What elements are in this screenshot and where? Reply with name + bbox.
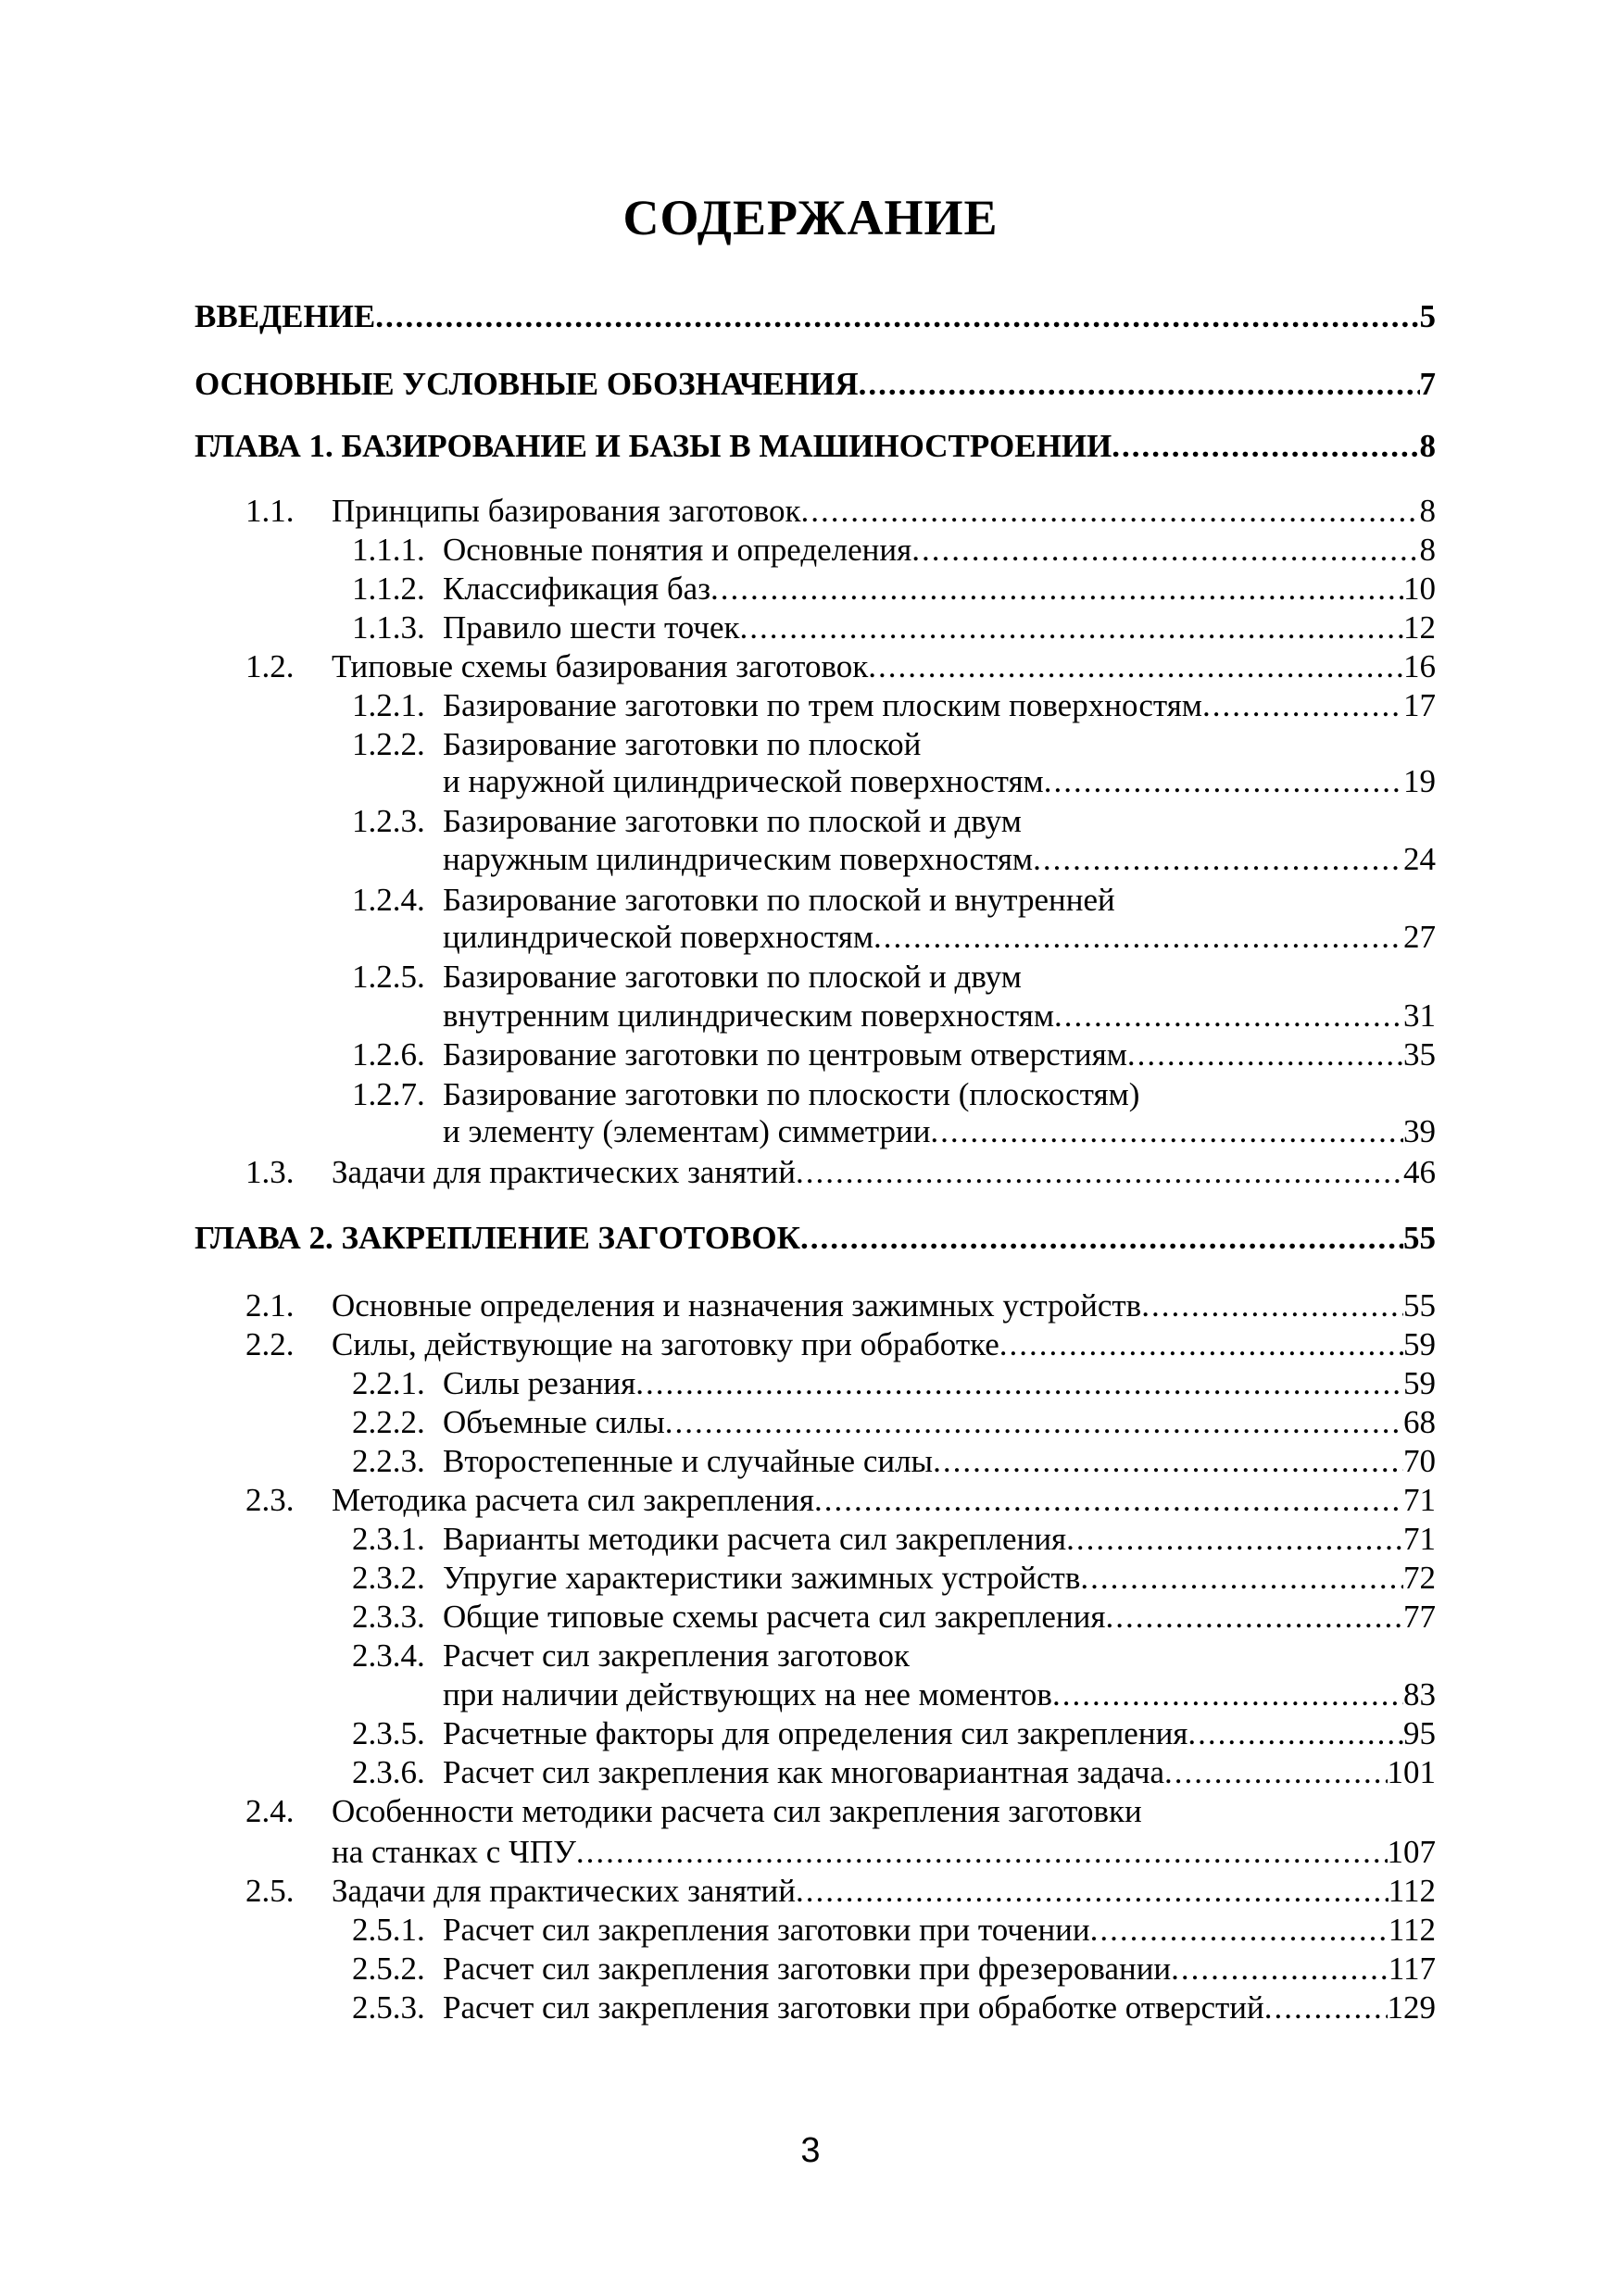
toc-page-number: 95 [1403,1715,1436,1751]
toc-entry-title: Базирование заготовки по плоскости (плоскостям) [443,1076,1140,1112]
toc-entry-title: ГЛАВА 2. ЗАКРЕПЛЕНИЕ ЗАГОТОВОК [195,1220,800,1256]
toc-entry-number: 2.5. [245,1873,295,1909]
toc-page-number: 8 [1419,493,1436,529]
toc-leader-dots [1090,1910,1389,1951]
toc-entry-title: Упругие характеристики зажимных устройств [443,1560,1081,1596]
toc-entry-title: Правило шести точек [443,609,740,646]
toc-leader-dots [1202,685,1403,726]
toc-page-number: 70 [1403,1443,1436,1479]
toc-page-number: 16 [1403,648,1436,684]
toc-entry [245,1286,1436,1326]
toc-entry-title: Основные определения и назначения зажимных устройств [332,1287,1142,1324]
toc-entry-number: 1.2.4. [352,882,425,918]
toc-page-number: 59 [1403,1326,1436,1362]
toc-entry-number: 2.5.3. [352,1989,425,2026]
toc-entry-title: ГЛАВА 1. БАЗИРОВАНИЕ И БАЗЫ В МАШИНОСТРОЕНИИ [195,428,1112,464]
toc-page-number: 112 [1388,1912,1436,1948]
toc-page-number: 35 [1403,1036,1436,1073]
toc-entry-number: 1.1. [245,493,295,529]
toc-entry [352,1074,1436,1115]
toc-leader-dots [1164,1752,1387,1793]
toc-leader-dots [1264,1988,1388,2028]
toc-entry [443,996,1436,1036]
toc-entry [352,1597,1436,1637]
toc-entry [352,685,1436,726]
toc-entry-number: 2.2.3. [352,1443,425,1479]
toc-entry-title: Объемные силы [443,1404,665,1440]
toc-entry-number: 2.3.3. [352,1599,425,1635]
toc-entry-title: при наличии действующих на нее моментов [443,1676,1052,1713]
toc-entry-title: Особенности методики расчета сил закрепления заготовки [332,1793,1142,1829]
toc-page-number: 39 [1403,1113,1436,1149]
toc-entry-title: наружным цилиндрическим поверхностям [443,841,1034,877]
toc-entry-number: 2.3.5. [352,1715,425,1751]
toc-entry [352,724,1436,765]
toc-entry [352,569,1436,609]
toc-entry-title: Базирование заготовки по плоской и двум [443,959,1022,995]
toc-entry-number: 1.2.3. [352,803,425,839]
toc-entry [352,1441,1436,1482]
toc-entry-title: на станках с ЧПУ [332,1834,576,1870]
toc-page-number: 71 [1403,1482,1436,1518]
toc-entry-number: 2.3.4. [352,1637,425,1674]
toc-entry-title: Задачи для практических занятий [332,1873,797,1909]
toc-entry-number: 1.2. [245,648,295,684]
toc-entry [443,1111,1436,1152]
toc-entry [352,1988,1436,2028]
toc-chapter-entry [195,296,1436,337]
toc-entry-number: 2.2.1. [352,1365,425,1401]
toc-page-number: 55 [1403,1220,1436,1256]
toc-entry [443,761,1436,802]
toc-entry-title: внутренним цилиндрическим поверхностям [443,997,1055,1034]
toc-page-number: 12 [1403,609,1436,646]
toc-entry [245,491,1436,532]
toc-page-number: 117 [1388,1951,1436,1987]
toc-chapter-entry [195,1218,1436,1259]
toc-entry-number: 1.2.6. [352,1036,425,1073]
toc-entry-title: Расчет сил закрепления заготовки при точении [443,1912,1090,1948]
toc-leader-dots [635,1363,1403,1404]
toc-entry-title: Классификация баз [443,571,711,607]
toc-page-number: 10 [1403,571,1436,607]
toc-leader-dots [1044,761,1403,802]
toc-leader-dots [796,1152,1403,1193]
toc-leader-dots [665,1402,1403,1443]
toc-entry-title: Базирование заготовки по плоской [443,726,922,762]
toc-leader-dots [710,569,1403,609]
toc-leader-dots [930,1111,1403,1152]
toc-entry-title: Общие типовые схемы расчета сил закрепления [443,1599,1106,1635]
toc-page-number: 55 [1403,1287,1436,1324]
toc-leader-dots [375,296,1419,337]
toc-page-number: 68 [1403,1404,1436,1440]
toc-entry-title: Принципы базирования заготовок [332,493,801,529]
toc-leader-dots [740,608,1403,648]
toc-entry-title: Расчет сил закрепления как многовариантная задача [443,1754,1165,1790]
toc-leader-dots [814,1480,1403,1521]
toc-entry-number: 2.3.2. [352,1560,425,1596]
toc-entry-title: Расчетные факторы для определения сил закрепления [443,1715,1188,1751]
toc-entry [245,646,1436,687]
toc-entry [443,839,1436,880]
toc-page-number: 129 [1387,1989,1436,2026]
toc-entry-title: ВВЕДЕНИЕ [195,298,376,334]
toc-entry [352,1752,1436,1793]
toc-leader-dots [1080,1558,1403,1599]
toc-entry-title: Базирование заготовки по плоской и двум [443,803,1022,839]
toc-leader-dots [868,646,1403,687]
toc-entry [352,1363,1436,1404]
toc-entry [352,1713,1436,1754]
toc-entry-number: 2.5.2. [352,1951,425,1987]
toc-entry-number: 1.1.1. [352,532,425,568]
toc-leader-dots [1187,1713,1403,1754]
toc-entry-title: Базирование заготовки по плоской и внутренней [443,882,1115,918]
toc-page-number: 107 [1387,1834,1436,1870]
toc-entry-number: 1.2.5. [352,959,425,995]
toc-entry [352,1519,1436,1560]
toc-leader-dots [911,530,1419,571]
toc-entry-title: и наружной цилиндрической поверхностям [443,763,1044,799]
toc-entry [352,1636,1436,1676]
toc-leader-dots [1127,1035,1403,1075]
toc-leader-dots [576,1832,1388,1873]
toc-entry-number: 2.2. [245,1326,295,1362]
toc-entry-title: Силы, действующие на заготовку при обработке [332,1326,999,1362]
toc-entry [245,1480,1436,1521]
toc-entry [352,801,1436,842]
toc-page-number: 5 [1419,298,1436,334]
toc-entry-number: 2.3.6. [352,1754,425,1790]
toc-entry [352,1910,1436,1951]
toc-entry-number: 1.3. [245,1154,295,1190]
toc-entry [245,1152,1436,1193]
toc-entry [352,957,1436,997]
toc-leader-dots [1033,839,1403,880]
page-title: СОДЕРЖАНИЕ [622,190,999,245]
toc-entry-title: Варианты методики расчета сил закрепления [443,1521,1067,1557]
toc-chapter-entry [195,426,1436,467]
toc-entry-title: Базирование заготовки по трем плоским поверхностям [443,687,1202,723]
toc-entry-number: 1.2.7. [352,1076,425,1112]
toc-entry-title: Расчет сил закрепления заготовок [443,1637,910,1674]
page-number: 3 [800,2131,821,2170]
toc-entry [443,1675,1436,1715]
toc-entry-title: Силы резания [443,1365,636,1401]
toc-leader-dots [1141,1286,1403,1326]
toc-leader-dots [796,1871,1389,1912]
toc-entry-number: 2.3.1. [352,1521,425,1557]
toc-leader-dots [1052,1675,1403,1715]
toc-entry-number: 2.3. [245,1482,295,1518]
toc-entry [245,1324,1436,1365]
toc-leader-dots [873,917,1403,958]
toc-page-number: 71 [1403,1521,1436,1557]
toc-entry [443,917,1436,958]
toc-chapter-entry [195,364,1436,405]
toc-entry-number: 2.4. [245,1793,295,1829]
toc-leader-dots [859,364,1420,405]
toc-entry [352,1035,1436,1075]
toc-leader-dots [1112,426,1419,467]
toc-leader-dots [1054,996,1403,1036]
toc-page-number: 83 [1403,1676,1436,1713]
toc-page-number: 112 [1388,1873,1436,1909]
toc-leader-dots [800,1218,1403,1259]
toc-entry-title: Задачи для практических занятий [332,1154,797,1190]
toc-entry [352,530,1436,571]
toc-entry-title: Базирование заготовки по центровым отверстиям [443,1036,1127,1073]
toc-page-number: 19 [1403,763,1436,799]
toc-leader-dots [1066,1519,1403,1560]
toc-entry-number: 1.2.2. [352,726,425,762]
toc-leader-dots [933,1441,1403,1482]
toc-entry-title: Методика расчета сил закрепления [332,1482,815,1518]
toc-entry [352,1402,1436,1443]
toc-page-number: 27 [1403,919,1436,955]
toc-page-number: 7 [1419,366,1436,402]
toc-page-number: 8 [1419,428,1436,464]
toc-entry-title: ОСНОВНЫЕ УСЛОВНЫЕ ОБОЗНАЧЕНИЯ [195,366,859,402]
toc-page-number: 101 [1387,1754,1436,1790]
toc-leader-dots [801,491,1420,532]
toc-entry-title: Расчет сил закрепления заготовки при обработке отверстий [443,1989,1264,2026]
toc-entry [352,880,1436,921]
toc-entry-title: и элементу (элементам) симметрии [443,1113,931,1149]
toc-entry-title: цилиндрической поверхностям [443,919,873,955]
toc-entry [352,1949,1436,1989]
toc-entry [352,1558,1436,1599]
toc-leader-dots [1171,1949,1389,1989]
toc-entry-number: 2.5.1. [352,1912,425,1948]
toc-page-number: 8 [1419,532,1436,568]
toc-entry [245,1791,1436,1832]
toc-page-number: 72 [1403,1560,1436,1596]
toc-entry-number: 2.1. [245,1287,295,1324]
toc-entry [352,608,1436,648]
toc-entry-title: Типовые схемы базирования заготовок [332,648,869,684]
toc-page-number: 31 [1403,997,1436,1034]
toc-page-number: 24 [1403,841,1436,877]
toc-page-number: 77 [1403,1599,1436,1635]
toc-entry-title: Основные понятия и определения [443,532,912,568]
toc-entry-title: Второстепенные и случайные силы [443,1443,934,1479]
toc-page-number: 59 [1403,1365,1436,1401]
toc-entry-number: 1.2.1. [352,687,425,723]
toc-leader-dots [999,1324,1403,1365]
toc-entry [245,1871,1436,1912]
toc-entry-title: Расчет сил закрепления заготовки при фрезеровании [443,1951,1172,1987]
toc-entry-number: 2.2.2. [352,1404,425,1440]
toc-entry-number: 1.1.3. [352,609,425,646]
toc-page-number: 46 [1403,1154,1436,1190]
toc-page-number: 17 [1403,687,1436,723]
toc-leader-dots [1105,1597,1403,1637]
toc-entry-number: 1.1.2. [352,571,425,607]
toc-entry [332,1832,1436,1873]
